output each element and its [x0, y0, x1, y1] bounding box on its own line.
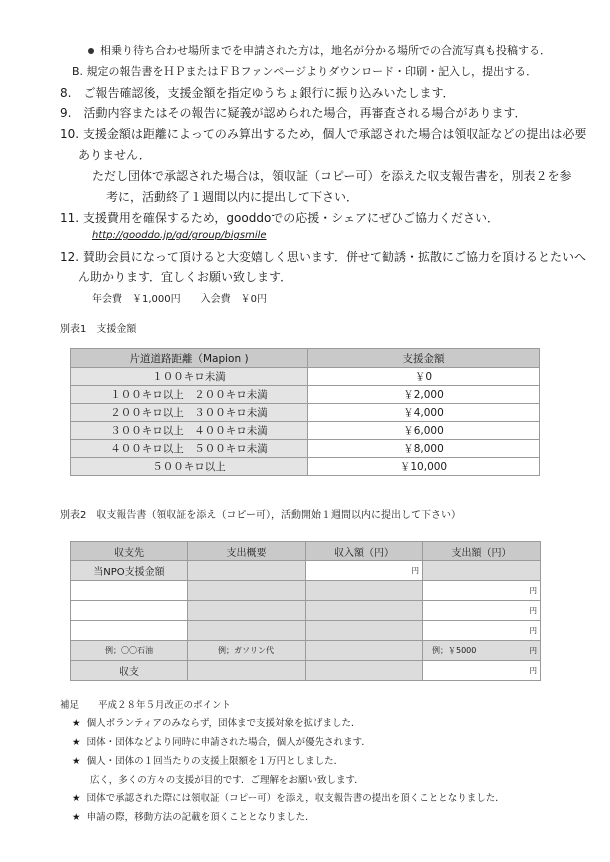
- table-cell: [306, 641, 423, 661]
- table-cell: [306, 581, 423, 601]
- star-icon: ★: [72, 718, 81, 729]
- party-input-cell[interactable]: [71, 581, 188, 601]
- party-input-cell[interactable]: [71, 621, 188, 641]
- note-item: ★ 個人・団体の１回当たりの支援上限額を１万円としました．: [72, 756, 344, 767]
- table1-header-amount: 支援金額: [308, 349, 540, 368]
- table-cell: [188, 661, 306, 681]
- list-item-8: 8. ご報告確認後，支援金額を指定ゆうちょ銀行に振り込みいたします．: [60, 86, 455, 100]
- list-item-11: 11. 支援費用を確保するため，gooddoでの応援・シェアにぜひご協力ください．: [60, 211, 500, 225]
- list-item-10: 10. 支援金額は距離によってのみ算出するため，個人で承認された場合は領収証などの提出は必要: [60, 127, 587, 141]
- table-cell: １００キロ以上 ２００キロ未満: [71, 386, 308, 404]
- yen-label: 円: [529, 646, 537, 655]
- balance-label: 収支: [71, 661, 188, 681]
- table-row: [71, 601, 541, 621]
- table-row: [71, 621, 541, 641]
- table-row: [71, 581, 541, 601]
- balance-input-cell[interactable]: 円: [423, 661, 541, 681]
- table-cell: [306, 661, 423, 681]
- support-amount-table: [70, 348, 540, 476]
- expense-input-cell[interactable]: 円: [423, 601, 541, 621]
- table-cell: [423, 561, 541, 581]
- expense-input-cell[interactable]: 円: [423, 581, 541, 601]
- list-item-12-cont: ん助かります．宜しくお願い致します．: [78, 270, 293, 284]
- table-cell: ￥6,000: [308, 422, 540, 440]
- table-row: [71, 641, 541, 661]
- table-cell: [306, 621, 423, 641]
- table-cell: ２００キロ以上 ３００キロ未満: [71, 404, 308, 422]
- example-summary: 例；ガソリン代: [188, 641, 306, 661]
- membership-fee: 年会費 ￥1,000円 入会費 ￥0円: [92, 294, 267, 305]
- table-row: [71, 458, 540, 476]
- star-icon: ★: [72, 793, 81, 804]
- table-row: [71, 440, 540, 458]
- note-item: ★ 申請の際，移動方法の記載を頂くこととなりました．: [72, 812, 315, 823]
- bullet-dot-icon: [88, 48, 94, 54]
- table-cell: [306, 601, 423, 621]
- table2-caption: 別表2 収支報告書（領収証を添え（コピー可），活動開始１週間以内に提出して下さい）: [60, 510, 461, 521]
- table2-header-income: 収入額（円）: [306, 542, 423, 561]
- star-icon: ★: [72, 756, 81, 767]
- example-expense-value: 例；￥5000: [432, 646, 477, 655]
- expense-input-cell[interactable]: 円: [423, 621, 541, 641]
- list-item-10-note-cont: 考に，活動終了１週間以内に提出して下さい．: [106, 190, 359, 204]
- table2-header-party: 収支先: [71, 542, 188, 561]
- note-item: ★ 団体・団体などより同時に申請された場合，個人が優先されます．: [72, 737, 371, 748]
- table-cell: [188, 581, 306, 601]
- list-item-9: 9. 活動内容またはその報告に疑義が認められた場合，再審査される場合があります．: [60, 106, 527, 120]
- table1-header-distance: 片道道路距離（Mapion ): [71, 349, 308, 368]
- list-item-12: 12. 賛助会員になって頂けると大変嬉しく思います．併せて勧誘・拡散にご協力を頂けるとたいへ: [60, 250, 586, 264]
- table-cell: ￥0: [308, 368, 540, 386]
- table-cell: [188, 601, 306, 621]
- npo-support-label: 当NPO支援金額: [71, 561, 188, 581]
- table-row: [71, 368, 540, 386]
- gooddo-link[interactable]: http://gooddo.jp/gd/group/bigsmile: [92, 230, 267, 241]
- table-cell: [188, 561, 306, 581]
- note-item: ★ 個人ボランティアのみならず，団体まで支援対象を拡げました．: [72, 718, 361, 729]
- table2-header-summary: 支出概要: [188, 542, 306, 561]
- note-item: ★ 団体で承認された際には領収証（コピー可）を添え，収支報告書の提出を頂くこととなりました．: [72, 793, 505, 804]
- income-expense-report-table: [70, 541, 541, 681]
- table2-header-expense: 支出額（円）: [423, 542, 541, 561]
- table-cell: ４００キロ以上 ５００キロ未満: [71, 440, 308, 458]
- notes-title: 補足 平成２８年５月改正のポイント: [60, 700, 232, 711]
- star-icon: ★: [72, 737, 81, 748]
- star-icon: ★: [72, 812, 81, 823]
- list-item-b: B. 規定の報告書をＨＰまたはＦＢファンページよりダウンロード・印刷・記入し，提出する．: [72, 65, 538, 78]
- table-row: [71, 422, 540, 440]
- list-item-10-note: ただし団体で承認された場合は，領収証（コピー可）を添えた収支報告書を，別表２を参: [92, 169, 572, 183]
- table-row: [71, 561, 541, 581]
- bullet-item: 相乗り待ち合わせ場所までを申請された方は，地名が分かる場所での合流写真も投稿する．: [88, 42, 551, 58]
- table-row: [71, 661, 541, 681]
- table-cell: [188, 621, 306, 641]
- party-input-cell[interactable]: [71, 601, 188, 621]
- table-row: [71, 386, 540, 404]
- table-row: [71, 404, 540, 422]
- table-cell: ￥8,000: [308, 440, 540, 458]
- table-cell: ￥2,000: [308, 386, 540, 404]
- table-cell: ￥10,000: [308, 458, 540, 476]
- example-party: 例；〇〇石油: [71, 641, 188, 661]
- table-cell: ５００キロ以上: [71, 458, 308, 476]
- table-cell: １００キロ未満: [71, 368, 308, 386]
- table-cell: ￥4,000: [308, 404, 540, 422]
- income-input-cell[interactable]: 円: [306, 561, 423, 581]
- note-item-cont: 広く，多くの方々の支援が目的です．ご理解をお願い致します．: [90, 775, 364, 786]
- table1-caption: 別表1 支援金額: [60, 324, 137, 335]
- table-cell: ３００キロ以上 ４００キロ未満: [71, 422, 308, 440]
- example-expense: [423, 641, 541, 661]
- list-item-10-cont: ありません．: [78, 148, 151, 162]
